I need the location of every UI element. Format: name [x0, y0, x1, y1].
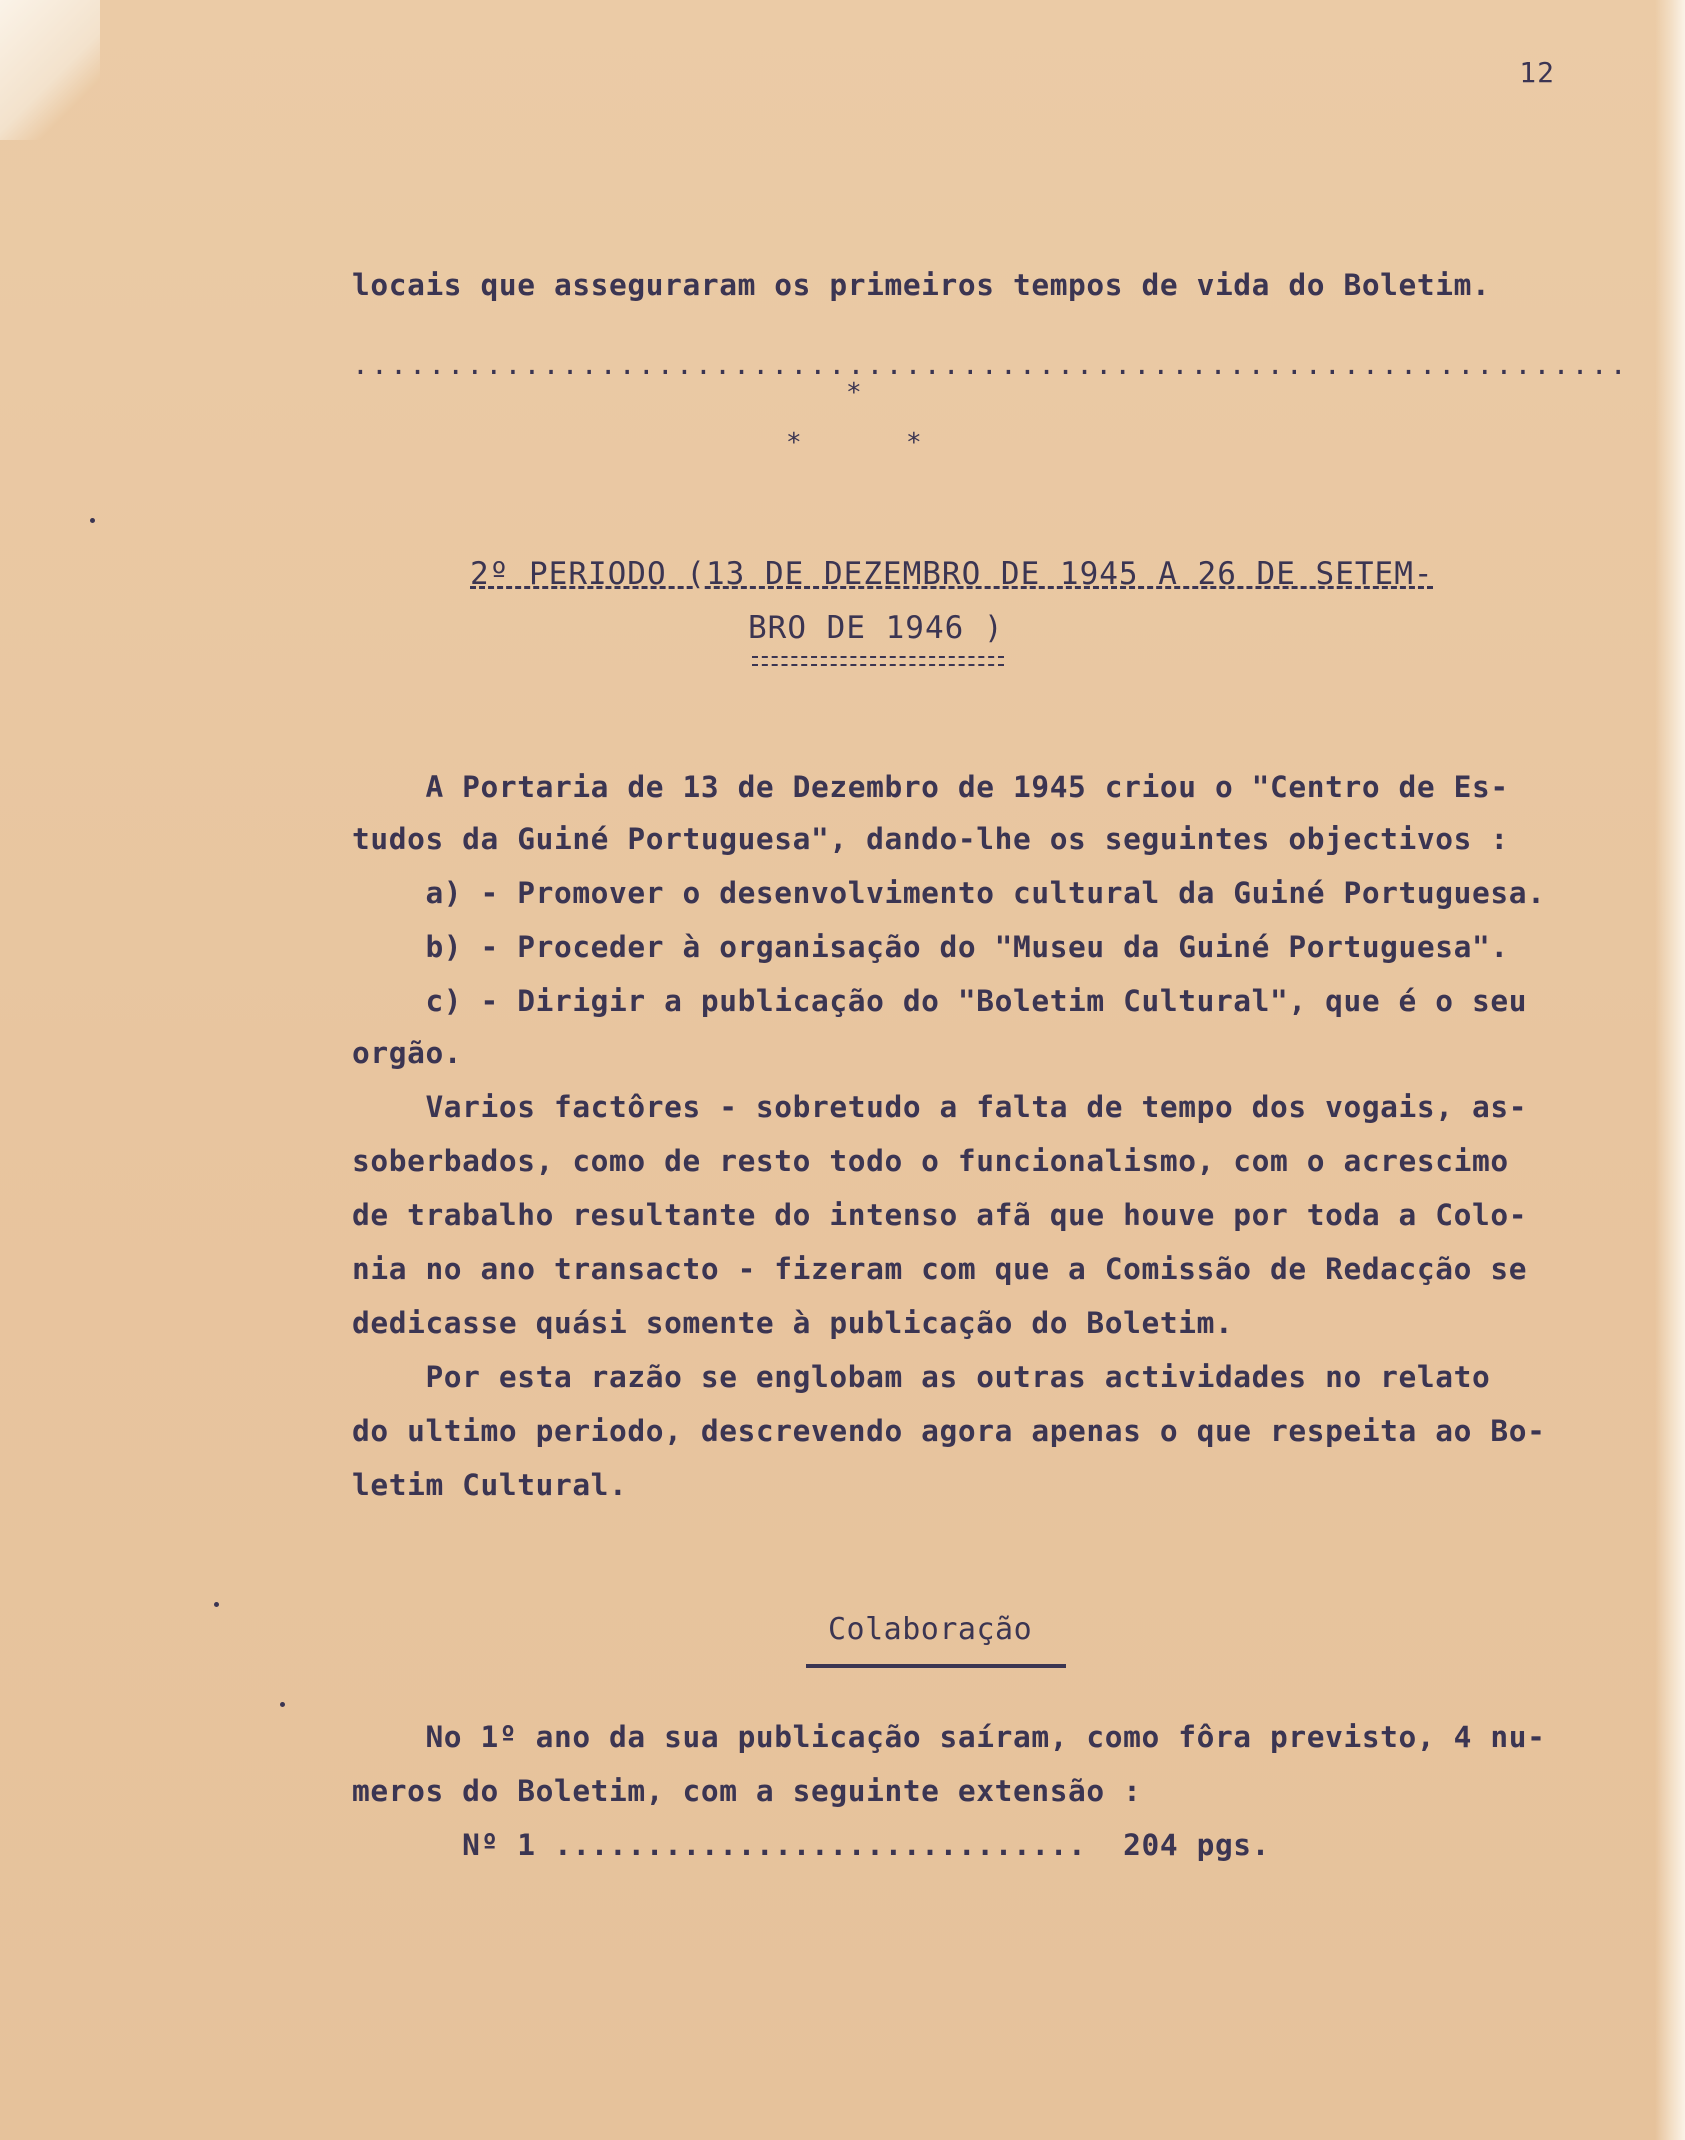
body-line: Varios factôres - sobretudo a falta de tempo dos vogais, as- [352, 1090, 1528, 1124]
asterisk-left: * [786, 428, 802, 458]
body-line: b) - Proceder à organisação do "Museu da Guiné Portuguesa". [352, 930, 1509, 964]
page-number: 12 [1519, 56, 1555, 89]
body-line: de trabalho resultante do intenso afã que houve por toda a Colo- [352, 1198, 1528, 1232]
paper-edge [1655, 0, 1685, 2140]
ink-spot [214, 1602, 219, 1607]
body-line: A Portaria de 13 de Dezembro de 1945 criou o "Centro de Es- [352, 770, 1509, 804]
section-heading: 2º PERIODO (13 DE DEZEMBRO DE 1945 A 26 DE SETEM- [470, 556, 1434, 592]
colab-line: meros do Boletim, com a seguinte extensão : [352, 1774, 1142, 1808]
body-line: letim Cultural. [352, 1468, 628, 1502]
body-line: dedicasse quási somente à publicação do Boletim. [352, 1306, 1234, 1340]
ink-spot [280, 1702, 285, 1707]
colab-line: No 1º ano da sua publicação saíram, como fôra previsto, 4 nu- [352, 1720, 1546, 1754]
asterisk-right: * [906, 428, 922, 458]
intro-line: locais que asseguraram os primeiros tempos de vida do Boletim. [352, 268, 1491, 302]
body-line: c) - Dirigir a publicação do "Boletim Cultural", que é o seu [352, 984, 1528, 1018]
subheading-underline [806, 1664, 1066, 1668]
body-line: a) - Promover o desenvolvimento cultural da Guiné Portuguesa. [352, 876, 1546, 910]
section-heading-continued: BRO DE 1946 ) [748, 610, 1004, 646]
heading-double-underline [752, 656, 1004, 666]
body-line: nia no ano transacto - fizeram com que a Comissão de Redacção se [352, 1252, 1528, 1286]
asterisk-top: * [846, 378, 862, 408]
folded-corner [0, 0, 100, 140]
subheading: Colaboração [828, 1612, 1033, 1647]
colab-line: Nº 1 ............................. 204 pgs. [352, 1828, 1271, 1862]
body-line: tudos da Guiné Portuguesa", dando-lhe os seguintes objectivos : [352, 822, 1509, 856]
body-line: Por esta razão se englobam as outras actividades no relato [352, 1360, 1491, 1394]
ink-spot [90, 518, 95, 523]
body-line: soberbados, como de resto todo o funcionalismo, com o acrescimo [352, 1144, 1509, 1178]
body-line: do ultimo periodo, descrevendo agora apenas o que respeita ao Bo- [352, 1414, 1546, 1448]
body-line: orgão. [352, 1036, 463, 1070]
dotted-separator: ................................................................... [352, 348, 1629, 381]
